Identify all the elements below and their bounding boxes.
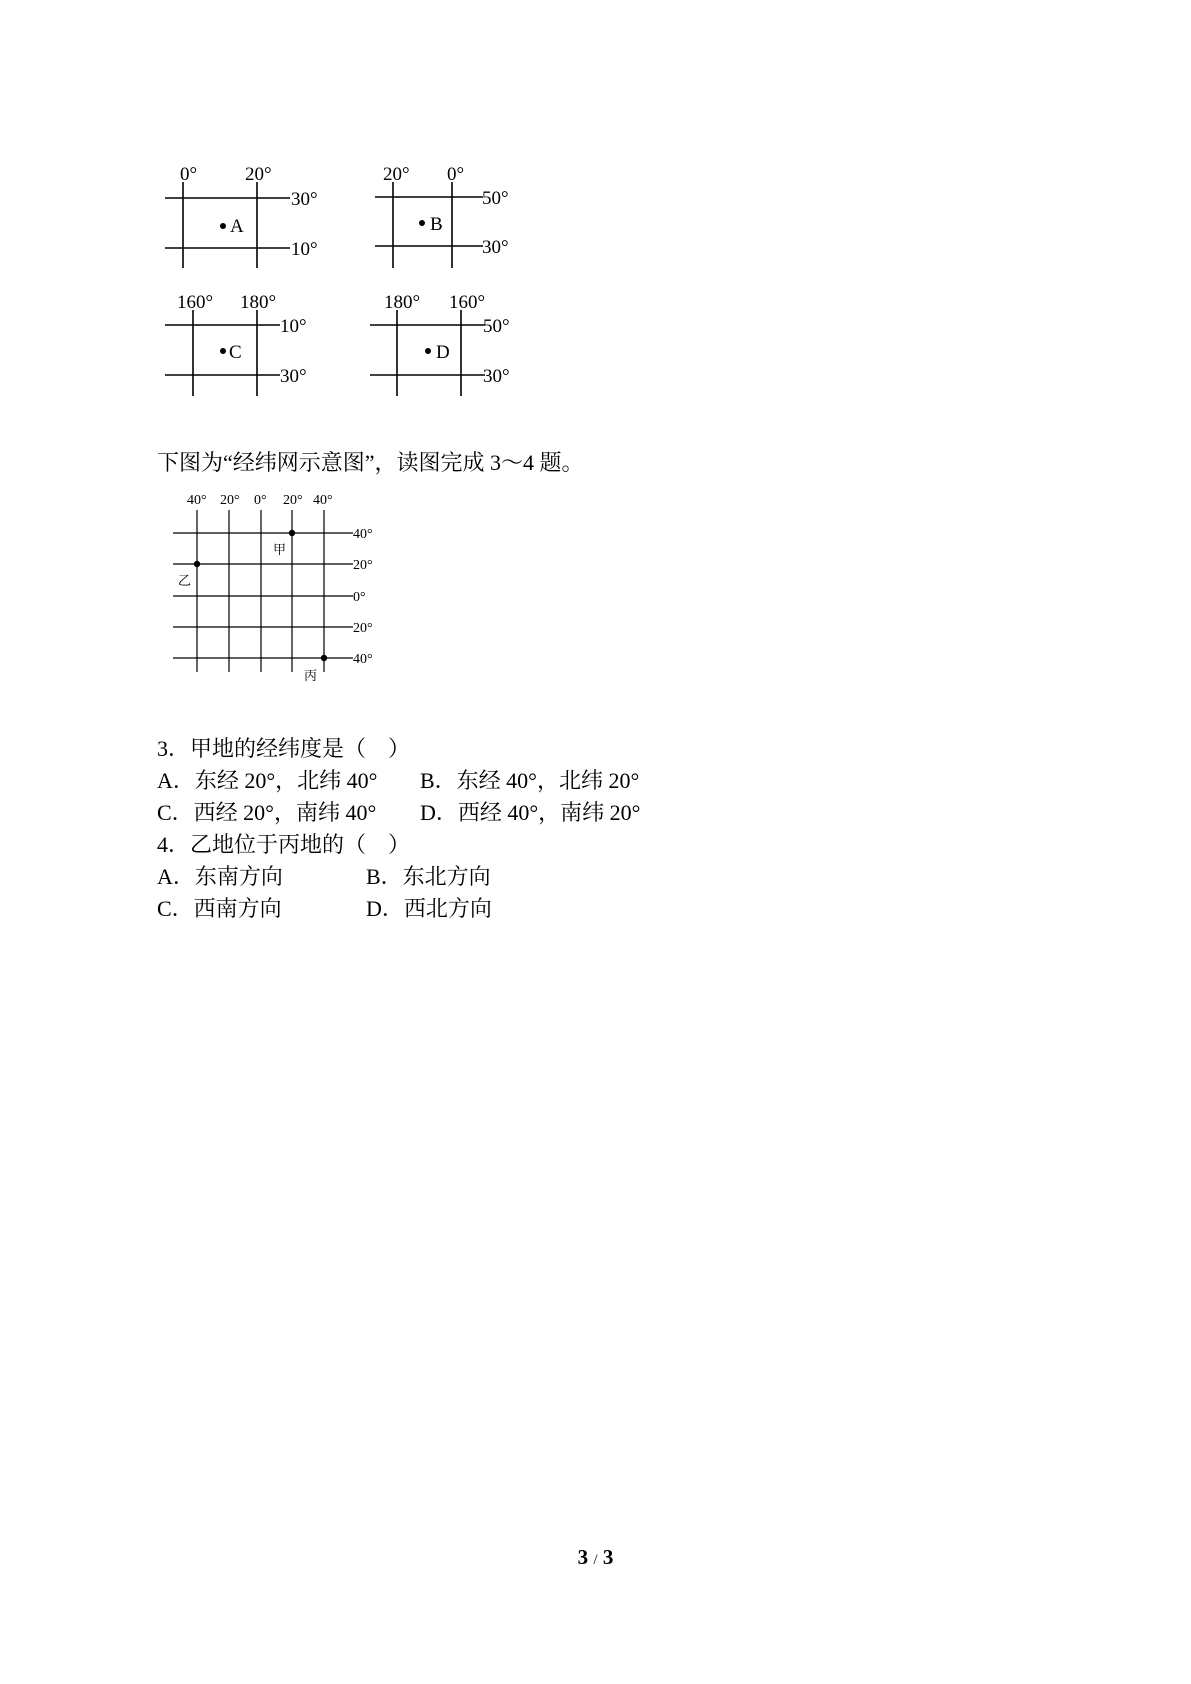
point-jia-label: 甲 [273, 543, 287, 558]
page-number [0, 1545, 1191, 1570]
figure-d-lat-top: 50° [483, 316, 510, 337]
figure-a [165, 160, 335, 280]
figure-c-lon-right: 180° [240, 292, 277, 313]
point-bing-marker [321, 655, 327, 661]
point-yi-label: 乙 [178, 574, 192, 589]
figure-b-lon-left: 20° [383, 164, 410, 185]
figure-c-lat-top: 10° [280, 316, 307, 337]
figure-b-svg [375, 160, 545, 280]
figure-b-lat-top: 50° [482, 188, 509, 209]
q4-option-b[interactable]: B．东北方向 [366, 864, 491, 889]
figure-d-svg [370, 288, 540, 408]
figure-d [370, 288, 540, 408]
figure-c-point-marker [220, 348, 226, 354]
figure-d-lat-bottom: 30° [483, 366, 510, 387]
page-separator: / [593, 1552, 598, 1568]
figure-d-point-label: D [436, 342, 450, 363]
q4-option-c[interactable]: C．西南方向 [157, 896, 282, 921]
page-total: 3 [602, 1545, 614, 1569]
figure-b-point-marker [419, 220, 425, 226]
lat-label-2: 20° [353, 558, 373, 573]
figure-b-point-label: B [430, 214, 443, 235]
figure-a-point-label: A [230, 216, 244, 237]
lon-label-5: 40° [313, 493, 333, 508]
figure-a-lat-bottom: 10° [291, 239, 318, 260]
figure-b [375, 160, 545, 280]
q3-stem: 3．甲地的经纬度是（ ） [157, 736, 411, 761]
figure-a-point-marker [220, 223, 226, 229]
point-jia-marker [289, 530, 295, 536]
intro-text: 下图为“经纬网示意图”，读图完成 3～4 题。 [157, 450, 584, 475]
figure-d-lon-left: 180° [384, 292, 421, 313]
lat-label-1: 40° [353, 527, 373, 542]
figure-a-svg [165, 160, 335, 280]
figure-d-lon-right: 160° [449, 292, 486, 313]
q4-option-a[interactable]: A．东南方向 [157, 864, 283, 889]
point-bing-label: 丙 [304, 669, 318, 684]
figure-c-lon-left: 160° [177, 292, 214, 313]
lat-label-3: 0° [353, 590, 366, 605]
point-yi-marker [194, 561, 200, 567]
page-current: 3 [577, 1545, 589, 1569]
lat-label-5: 40° [353, 652, 373, 667]
figure-c-lat-bottom: 30° [280, 366, 307, 387]
lon-label-3: 0° [254, 493, 267, 508]
lat-label-4: 20° [353, 621, 373, 636]
figure-d-point-marker [425, 348, 431, 354]
lon-label-2: 20° [220, 493, 240, 508]
q3-option-c[interactable]: C．西经 20°，南纬 40° [157, 800, 377, 825]
q4-option-d[interactable]: D．西北方向 [366, 896, 492, 921]
figure-c-point-label: C [229, 342, 242, 363]
graticule-figure [170, 490, 390, 690]
figure-b-lat-bottom: 30° [482, 237, 509, 258]
figure-c [165, 288, 335, 408]
q3-option-b[interactable]: B．东经 40°，北纬 20° [420, 768, 640, 793]
figure-a-lon-left: 0° [180, 164, 198, 185]
figure-a-lat-top: 30° [291, 189, 318, 210]
lon-label-4: 20° [283, 493, 303, 508]
q4-stem: 4．乙地位于丙地的（ ） [157, 832, 411, 857]
figure-b-lon-right: 0° [447, 164, 465, 185]
graticule-svg [170, 490, 390, 690]
lon-label-1: 40° [187, 493, 207, 508]
q3-option-d[interactable]: D．西经 40°，南纬 20° [420, 800, 641, 825]
figure-c-svg [165, 288, 335, 408]
q4-options-row-2 [157, 896, 492, 964]
figure-a-lon-right: 20° [245, 164, 272, 185]
q3-option-a[interactable]: A．东经 20°，北纬 40° [157, 768, 378, 793]
